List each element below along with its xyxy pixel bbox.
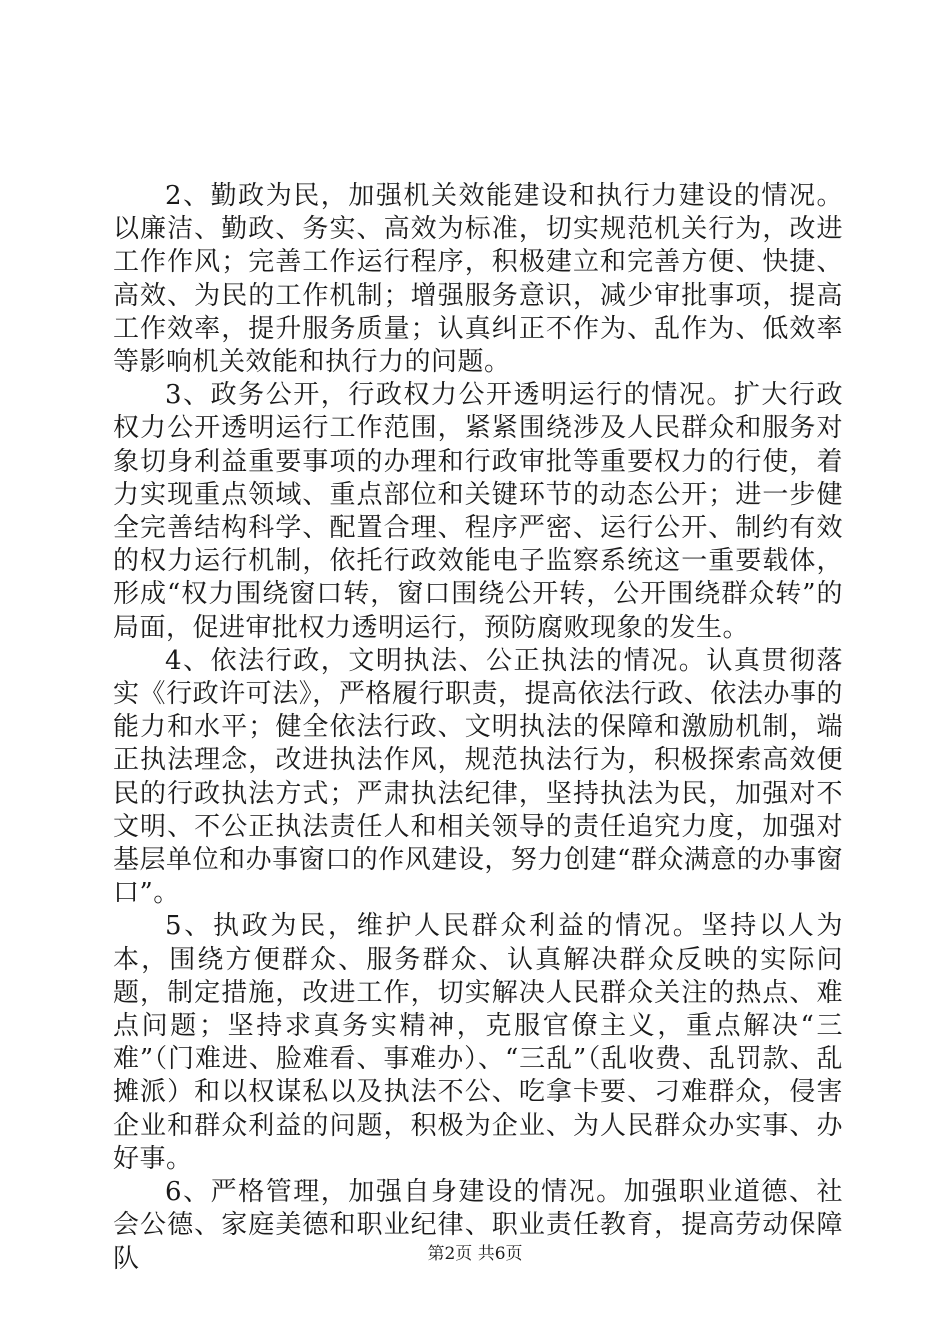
paragraph-6: 6、严格管理，加强自身建设的情况。加强职业道德、社会公德、家庭美德和职业纪律、职业责任教育，提高劳动保障队 bbox=[113, 1177, 843, 1274]
paragraph-5: 5、执政为民，维护人民群众利益的情况。坚持以人为本，围绕方便群众、服务群众、认真解决群众反映的实际问题，制定措施，改进工作，切实解决人民群众关注的热点、难点问题；坚持求真务实精神，克服官僚主义，重点解决“三难”（门难进、脸难看、事难办）、“三乱”（乱收费、乱罚款、乱摊派）和以权谋私以及执法不公、吃拿卡要、刁难群众，侵害企业和群众利益的问题，积极为企业、为人民群众办实事、办好事。 bbox=[113, 911, 843, 1174]
paragraph-2: 2、勤政为民，加强机关效能建设和执行力建设的情况。以廉洁、勤政、务实、高效为标准，切实规范机关行为，改进工作作风；完善工作运行程序，积极建立和完善方便、快捷、高效、为民的工作机制；增强服务意识，减少审批事项，提高工作效率，提升服务质量；认真纠正不作为、乱作为、低效率等影响机关效能和执行力的问题。 bbox=[113, 181, 843, 378]
page-footer: 第2页 共6页 bbox=[427, 1244, 523, 1264]
document-body bbox=[113, 180, 843, 1276]
paragraph-3: 3、政务公开，行政权力公开透明运行的情况。扩大行政权力公开透明运行工作范围，紧紧围绕涉及人民群众和服务对象切身利益重要事项的办理和行政审批等重要权力的行使，着力实现重点领域、重点部位和关键环节的动态公开；进一步健全完善结构科学、配置合理、程序严密、运行公开、制约有效的权力运行机制，依托行政效能电子监察系统这一重要载体，形成“权力围绕窗口转，窗口围绕公开转，公开围绕群众转”的局面，促进审批权力透明运行，预防腐败现象的发生。 bbox=[113, 380, 843, 643]
paragraph-4: 4、依法行政，文明执法、公正执法的情况。认真贯彻落实《行政许可法》，严格履行职责，提高依法行政、依法办事的能力和水平；健全依法行政、文明执法的保障和激励机制，端正执法理念，改进执法作风，规范执法行为，积极探索高效便民的行政执法方式；严肃执法纪律，坚持执法为民，加强对不文明、不公正执法责任人和相关领导的责任追究力度，加强对基层单位和办事窗口的作风建设，努力创建“群众满意的办事窗口”。 bbox=[113, 645, 843, 909]
